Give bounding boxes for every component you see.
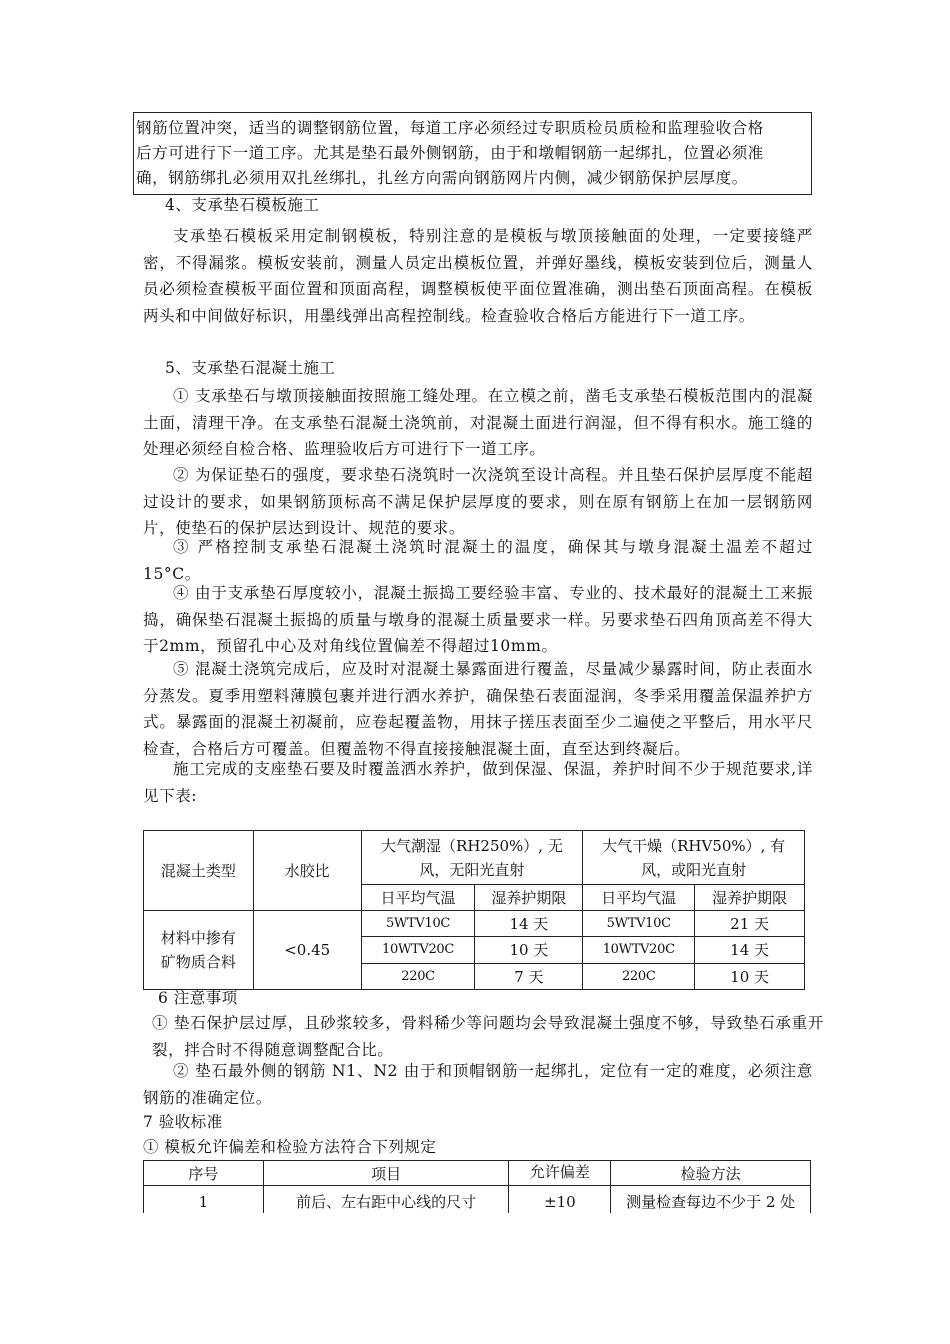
- tolerance-table-wrapper: [0, 1160, 950, 1213]
- tolerance-row-1-allowed: ±10: [509, 1186, 611, 1214]
- header-dry-line-2: 风，或阳光直射: [641, 860, 747, 879]
- cell-period-2-row-2: 14 天: [695, 937, 805, 964]
- header-humid-line-1: 大气潮湿（RH250%）, 无: [381, 836, 563, 855]
- tolerance-header-allowed: 允许偏差: [509, 1161, 611, 1186]
- section-5-item-1: ① 支承垫石与墩顶接触面按照施工缝处理。在立模之前，凿毛支承垫石模板范围内的混凝土面，清理干净。在支承垫石混凝土浇筑前，对混凝土面进行润湿，但不得有积水。施工缝的处理必须经自检合格、监理验收后方可进行下一道工序。: [143, 387, 813, 458]
- row-label-line-2: 矿物质合料: [160, 953, 236, 971]
- subheader-temp-1: 日平均气温: [361, 885, 475, 911]
- subheader-period-2: 湿养护期限: [695, 885, 805, 911]
- tolerance-header-no: 序号: [144, 1161, 264, 1186]
- cell-temp-1-row-1: 5WTV10C: [361, 911, 475, 937]
- section-5-item-3: ③ 严格控制支承垫石混凝土浇筑时混凝土的温度，确保其与墩身混凝土温差不超过15°C。: [143, 538, 813, 583]
- header-dry-condition: [583, 831, 805, 885]
- section-7-subheading: ① 模板允许偏差和检验方法符合下列规定: [143, 1138, 437, 1156]
- boxed-line-1: 钢筋位置冲突，适当的调整钢筋位置，每道工序必须经过专职质检员质检和监理验收合格: [136, 119, 764, 137]
- tolerance-row-1-item: 前后、左右距中心线的尺寸: [263, 1186, 509, 1214]
- subheader-period-1: 湿养护期限: [475, 885, 583, 911]
- section-4-heading: 4、支承垫石模板施工: [165, 196, 320, 214]
- boxed-line-2: 后方可进行下一道工序。尤其是垫石最外侧钢筋，由于和墩帽钢筋一起绑扎，位置必须准: [136, 144, 764, 162]
- header-concrete-type: 混凝土类型: [144, 831, 254, 911]
- section-5-item-5: ⑤ 混凝土浇筑完成后，应及时对混凝土暴露面进行覆盖，尽量减少暴露时间，防止表面水分蒸发。夏季用塑料薄膜包裹并进行洒水养护，确保垫石表面湿润，冬季采用覆盖保温养护方式。暴露面的混凝土初凝前，应卷起覆盖物，用抹子搓压表面至少二遍使之平整后，用水平尺检查，合格后方可覆盖。但覆盖物不得直接接触混凝土面，直至达到终凝后。: [143, 660, 813, 758]
- boxed-line-3: 确，钢筋绑扎必须用双扎丝绑扎，扎丝方向需向钢筋网片内侧，减少钢筋保护层厚度。: [136, 169, 748, 187]
- section-5-item-4: ④ 由于支承垫石厚度较小，混凝土振捣工要经验丰富、专业的、技术最好的混凝土工来振捣，确保垫石混凝土振捣的质量与墩身的混凝土质量要求一样。另要求垫石四角顶高差不得大于2mm，预留孔中心及对角线位置偏差不得超过10mm。: [143, 584, 813, 655]
- tolerance-row-1-method: 测量检查每边不少于 2 处: [611, 1186, 811, 1214]
- tolerance-table: [143, 1160, 811, 1213]
- tolerance-header-item: 项目: [263, 1161, 509, 1186]
- section-4-body: 支承垫石模板采用定制钢模板，特别注意的是模板与墩顶接触面的处理，一定要接缝严密，不得漏浆。模板安装前，测量人员定出模板位置，并弹好墨线，模板安装到位后，测量人员必须检查模板平面位置和顶面高程，调整模板使平面位置准确，测出垫石顶面高程。在模板两头和中间做好标识，用墨线弹出高程控制线。检查验收合格后方能进行下一道工序。: [143, 227, 813, 325]
- section-5-closing: 施工完成的支座垫石要及时覆盖洒水养护，做到保湿、保温，养护时间不少于规范要求,详见下表:: [143, 760, 813, 805]
- section-6-item-1: ① 垫石保护层过厚，且砂浆较多，骨料稀少等问题均会导致混凝土强度不够，导致垫石承重开裂，拌合时不得随意调整配合比。: [152, 1014, 824, 1059]
- tolerance-header-method: 检验方法: [611, 1161, 811, 1186]
- cell-period-1-row-2: 10 天: [475, 937, 583, 964]
- row-label-mineral-admixture: [144, 911, 254, 990]
- section-5-item-2: ② 为保证垫石的强度，要求垫石浇筑时一次浇筑至设计高程。并且垫石保护层厚度不能超过设计的要求，如果钢筋顶标高不满足保护层厚度的要求，则在原有钢筋上在加一层钢筋网片，使垫石的保护层达到设计、规范的要求。: [143, 466, 813, 537]
- curing-period-table: [143, 830, 805, 990]
- boxed-paragraph: [133, 112, 812, 195]
- section-5-heading: 5、支承垫石混凝土施工: [165, 359, 336, 377]
- cell-period-2-row-1: 21 天: [695, 911, 805, 937]
- cell-temp-2-row-3: 220C: [583, 964, 695, 990]
- subheader-temp-2: 日平均气温: [583, 885, 695, 911]
- row-label-line-1: 材料中掺有: [160, 929, 236, 947]
- cell-period-1-row-1: 14 天: [475, 911, 583, 937]
- cell-temp-2-row-1: 5WTV10C: [583, 911, 695, 937]
- header-dry-line-1: 大气干燥（RHV50%）, 有: [602, 836, 786, 855]
- header-water-binder-ratio: 水胶比: [253, 831, 361, 911]
- header-humid-condition: [361, 831, 583, 885]
- cell-period-1-row-3: 7 天: [475, 964, 583, 990]
- cell-temp-1-row-2: 10WTV20C: [361, 937, 475, 964]
- row-ratio-value: <0.45: [253, 911, 361, 990]
- section-7-heading: 7 验收标准: [143, 1113, 223, 1131]
- tolerance-row-1-no: 1: [144, 1186, 264, 1214]
- section-6-heading: 6 注意事项: [158, 989, 238, 1007]
- cell-temp-2-row-2: 10WTV20C: [583, 937, 695, 964]
- header-humid-line-2: 风，无阳光直射: [419, 860, 525, 879]
- cell-temp-1-row-3: 220C: [361, 964, 475, 990]
- section-6-item-2: ② 垫石最外侧的钢筋 N1、N2 由于和顶帽钢筋一起绑扎，定位有一定的难度，必须注意钢筋的准确定位。: [143, 1062, 813, 1107]
- cell-period-2-row-3: 10 天: [695, 964, 805, 990]
